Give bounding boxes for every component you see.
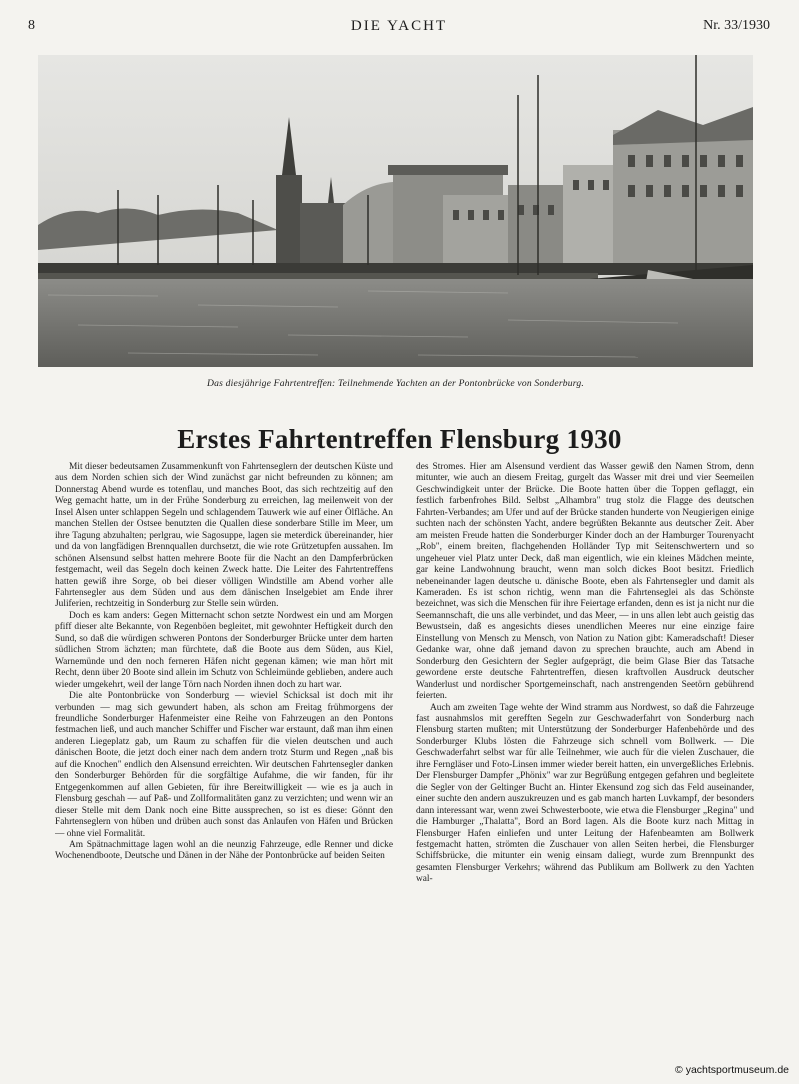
- paragraph: Am Spätnachmittage lagen wohl an die neunzig Fahrzeuge, edle Renner und dicke Wochenendboote, Deutsche und Dänen in der Nähe der Pontonbrücke auf beiden Seiten: [55, 839, 393, 862]
- article-column-right: [416, 462, 754, 1040]
- page-header: [28, 18, 770, 40]
- photo-caption: Das diesjährige Fahrtentreffen: Teilnehmende Yachten an der Pontonbrücke von Sonderburg.: [207, 378, 584, 389]
- issue-number: Nr. 33/1930: [703, 18, 770, 33]
- page-number: 8: [28, 18, 35, 33]
- paragraph: Mit dieser bedeutsamen Zusammenkunft von Fahrtenseglern der deutschen Küste und aus dem Norden schien sich der Wind zunächst gar nicht befreunden zu können; am Donnerstag Abend wurde es totenflau, und manches Boot, das sich rechtzeitig auf den Weg gemacht hatte, um in der Frühe Sonderburg zu erreichen, lag meilenweit von der Insel Alsen unter schlappen Segeln und schlagendem Tauwerk wie auf einer Ölfläche. An manchen Stellen der Ostsee benutzten die Quallen diese sonderbare Stille im Meer, um ihre Tagung abzuhalten; perlgrau, wie Sagosuppe, lagen sie meterdick übereinander, hier und da von langfädigen Brennquallen durchsetzt, die wie rote Grützetupfen aussahen. Im schönen Alsensund selbst hatten mehrere Boote für die Nacht an den Dampferbrücken festgemacht, weil das Segeln doch keinen Zweck hatte. Die Leiter des Fahrtentreffens hatten gewiß ihre Sorge, ob bei dieser völligen Windstille am Abend vorher alle Fahrtensegler aus dem Süden und aus dem dänischen Inselgebiet am Ende ihrer Juliferien, rechtzeitig in Sonderburg zur Stelle sein würden.: [55, 462, 393, 610]
- article-column-left: [55, 462, 393, 1040]
- paragraph: des Stromes. Hier am Alsensund verdient das Wasser gewiß den Namen Strom, denn mitunter, wie auch an diesem Freitag, gurgelt das Wasser mit drei und vier Seemeilen Geschwindigkeit unter der Brücke. Die Boote hatten über die Toppen geflaggt, ein festlich farbenfrohes Bild. Selbst „Alhambra" trug stolz die Flagge des deutschen Fahrten-Verbandes; am Ufer und auf der Brücke standen hunderte von Neugierigen einige suchten nach der schönsten Yacht, andere begrüßten Bekannte aus deutscher Zeit. Aber am meisten Freude hatten die Sonderburger Kinder doch an der Hamburger Tourenyacht „Rob", einem breiten, flachgehenden Holländer Typ mit Seitenschwertern und so ungeheuer viel Platz unter Deck, daß man eigentlich, wie ein kleines Mädchen meinte, gar keine Landwohnung braucht, wenn man solch dickes Boot besitzt. Friedlich nebeneinander lagen deutsche u. dänische Boote, eben als Fahrtensegler und damit als Kameraden. Es ist schon richtig, wenn man die Fahrtenseglei als das Schönste bezeichnet, was sich die Menschen für ihre Feiertage erfanden, denn es ist ja nicht nur die Seemannschaft, die uns alle verbindet, und das Meer, — in uns allen lebt auch geistig das Bewustsein, daß es angesichts dieses unendlichen Meeres nur eine einzige faire Einstellung von Mensch zu Mensch, von Nation zu Nation gibt: Kameradschaft! Dieser Gedanke war, ohne daß jemand davon zu sprechen brauchte, auch am Abend in Sonderburg den Gesichtern der Segler aufgeprägt, die beim Glase Bier das Tatsache gewordene erste deutsche Fahrtentreffen, diesen kraftvollen Ausdruck deutscher Wanderlust und nordischer Sportgemeinschaft, nach anstrengenden Seetörn gebührend feierten.: [416, 462, 754, 702]
- paragraph: Die alte Pontonbrücke von Sonderburg — wieviel Schicksal ist doch mit ihr verbunden — mag sich gewundert haben, als schon am Freitag frühmorgens der freundliche Sonderburger Hafenmeister eine Reihe von Fahrzeugen an den Pontons festmachen ließ, und auch mancher Schiffer und Fischer war erstaunt, daß man ihm einen anderen Liegeplatz gab, um Raum zu schaffen für die vielen deutschen und auch dänischen Boote, die jetzt doch einer nach dem andern trotz Sturm und Regen „naß bis auf die Knochen" endlich den Alsensund erreichten. Wir deutschen Fahrtensegler danken den Sonderburger Behörden für die sorgfältige Aufahme, die wir fanden, für ihr Entgegenkommen auf allen Gebieten, für ihre Bereitwilligkeit — wie es ja auch in Flensburg geschah — auf Paß- und Zollformalitäten ganz zu verzichten; und wenn wir an dieser Stelle mit dem Dank noch eine Bitte aussprechen, so ist es diese: Gönnt den Fahrtenseglern von hüben und drüben auch sonst das Anlaufen von Häfen und Brücken — ohne viel Formalität.: [55, 691, 393, 839]
- watermark: © yachtsportmuseum.de: [675, 1064, 789, 1076]
- paragraph: Auch am zweiten Tage wehte der Wind stramm aus Nordwest, so daß die Fahrzeuge fast ausnahmslos mit gerefften Segeln zur Geschwaderfahrt von Sonderburg nach Flensburg starten mußten; mit Unterstützung der Sonderburger Hafenbehörde und des Sonderburger Klubs lösten die Fahrzeuge sich schnell vom Bollwerk. — Die Geschwaderfahrt selbst war für alle Teilnehmer, wie auch für die vielen Zuschauer, die ihre Ferngläser und Foto-Linsen immer wieder bereit hatten, ein unvergeßliches Erlebnis. Der Flensburger Dampfer „Phönix" war zur Begrüßung entgegen gefahren und begleitete die Segler von der Geltinger Bucht an. Hinter Ekensund zog sich das Feld auseinander, einer suchte den andern auszukreuzen und es gab manch harten Luvkampf, der besonders dann interessant war, wenn zwei Schwesterboote, wie etwa die Flensburger „Regina" und die Hamburger „Thalatta", Bord an Bord lagen. Als die Boote kurz nach Mittag in Flensburger Hafen einliefen und unter Leitung der Hafenbeamten am Bollwerk festgemacht hatten, strömten die Zuschauer von allen Seiten herbei, die Flensburger Schiffsbrücke, die mitunter ein wenig einsam daliegt, wurde zum Brennpunkt des gesamten Flensburger Verkehrs; während das Publikum am Bollwerk zu den Yachten wal-: [416, 702, 754, 885]
- article-title: Erstes Fahrtentreffen Flensburg 1930: [177, 424, 622, 454]
- magazine-title: DIE YACHT: [350, 18, 448, 34]
- harbour-photo: [38, 55, 753, 367]
- paragraph: Doch es kam anders: Gegen Mitternacht schon setzte Nordwest ein und am Morgen pfiff dieser alte Bekannte, von Regenböen begleitet, mit gewohnter Heftigkeit durch den Sund, so daß die würdigen schweren Pontons der Sonderburger Brücke unter dem harten südlichen Strom ächzten; man fürchtete, daß die Boote aus dem Süden, aus Kiel, Warnemünde und den noch ferneren Häfen nicht gegenan kämen; wie man hört mit Recht, denn über 20 Boote sind allein im Schutz von Schleimünde geblieben, andere auch wieder umgekehrt, weil der lange Törn nach Norden ihnen doch zu hart war.: [55, 610, 393, 690]
